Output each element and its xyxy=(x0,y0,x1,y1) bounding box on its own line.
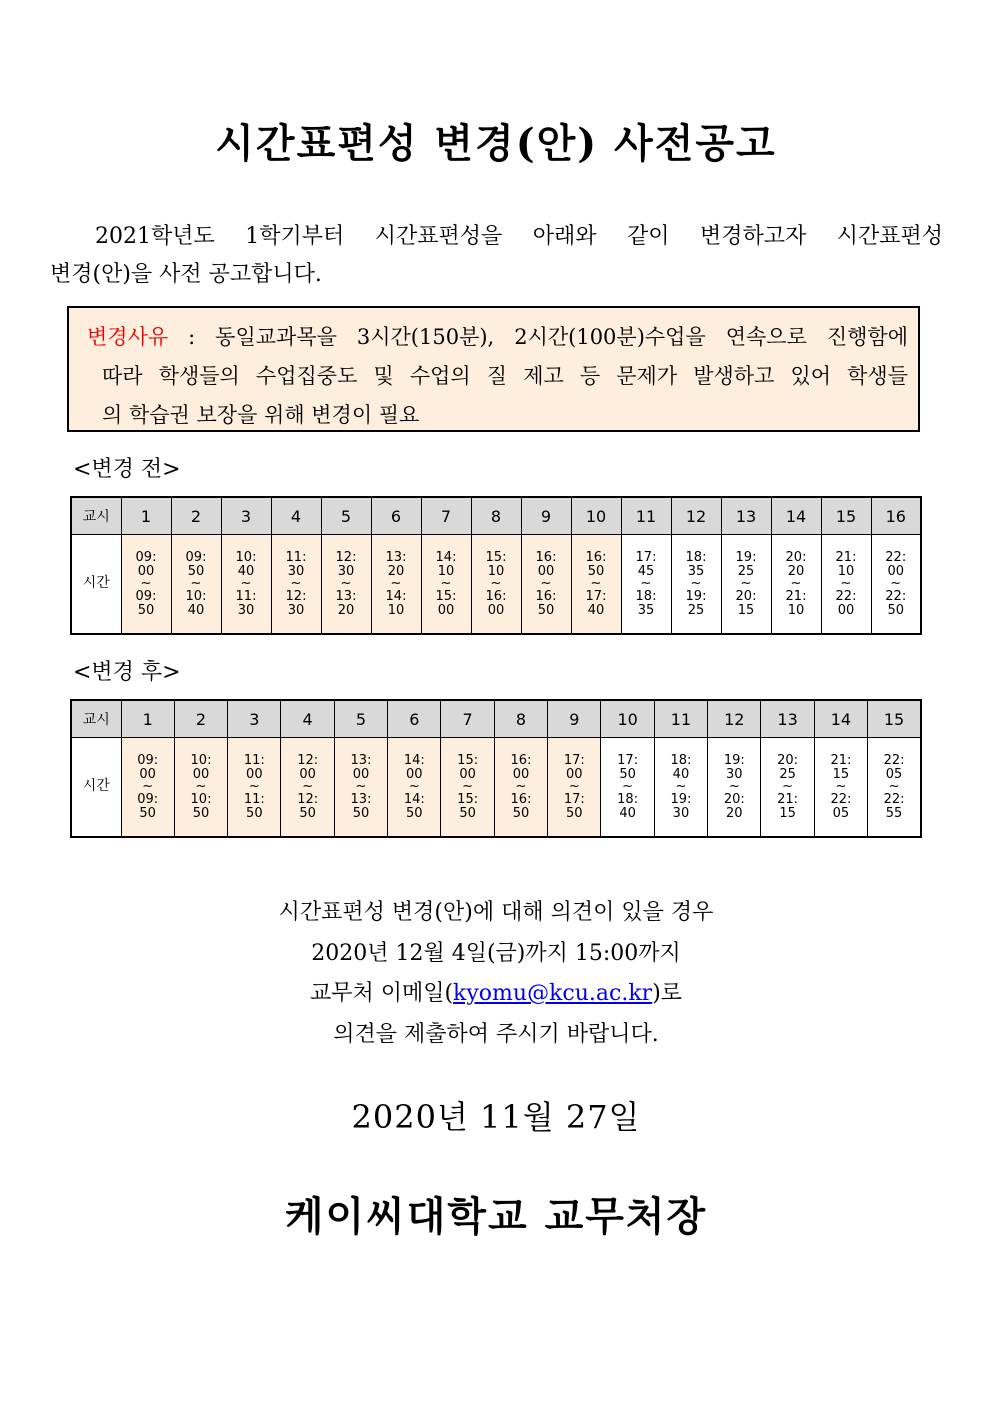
time-end-m: 20 xyxy=(337,602,355,618)
time-tilde: ~ xyxy=(840,576,852,591)
period-time-cell xyxy=(271,535,321,635)
time-tilde: ~ xyxy=(195,779,207,794)
time-end-h: 11: xyxy=(243,792,265,807)
timetable-header-row xyxy=(71,700,921,738)
time-start-m: 20 xyxy=(787,563,805,579)
period-header: 8 xyxy=(471,497,521,535)
period-time-cell xyxy=(441,738,494,838)
time-tilde: ~ xyxy=(782,779,794,794)
period-header: 15 xyxy=(868,700,921,738)
before-heading: <변경 전> xyxy=(73,457,181,482)
period-header: 5 xyxy=(321,497,371,535)
time-end-h: 20: xyxy=(735,589,757,604)
time-end-h: 16: xyxy=(510,792,532,807)
intro-paragraph xyxy=(50,218,943,294)
time-end-m: 30 xyxy=(672,805,690,821)
time-start-m: 05 xyxy=(885,766,903,782)
period-header: 4 xyxy=(271,497,321,535)
period-header: 16 xyxy=(871,497,921,535)
signer: 케이씨대학교 교무처장 xyxy=(284,1193,708,1240)
reason-label: 변경사유 xyxy=(87,325,169,349)
period-time-cell xyxy=(221,535,271,635)
time-start-h: 17: xyxy=(635,550,657,565)
time-end-m: 10 xyxy=(787,602,805,618)
time-end-m: 50 xyxy=(406,805,423,821)
period-header: 14 xyxy=(771,497,821,535)
period-time-cell xyxy=(601,738,654,838)
time-start-h: 13: xyxy=(350,753,372,768)
time-start-h: 18: xyxy=(685,550,707,565)
time-start-m: 00 xyxy=(192,766,210,782)
time-tilde: ~ xyxy=(142,779,154,794)
time-start-h: 10: xyxy=(235,550,257,565)
period-header: 9 xyxy=(521,497,571,535)
time-end-h: 17: xyxy=(585,589,607,604)
time-start-m: 40 xyxy=(237,563,255,579)
period-header: 11 xyxy=(654,700,707,738)
time-start-h: 16: xyxy=(510,753,532,768)
period-time-cell xyxy=(334,738,387,838)
time-end-h: 09: xyxy=(135,589,157,604)
period-time-cell xyxy=(771,535,821,635)
period-time-cell xyxy=(654,738,707,838)
period-header: 10 xyxy=(601,700,654,738)
period-time-cell xyxy=(621,535,671,635)
time-start-h: 20: xyxy=(777,753,799,768)
time-start-h: 17: xyxy=(563,753,585,768)
period-time-cell xyxy=(388,738,441,838)
time-tilde: ~ xyxy=(690,576,702,591)
time-start-m: 10 xyxy=(487,563,505,579)
time-end-m: 00 xyxy=(437,602,455,618)
time-start-m: 25 xyxy=(737,563,755,579)
time-tilde: ~ xyxy=(590,576,602,591)
time-start-h: 09: xyxy=(185,550,207,565)
time-tilde: ~ xyxy=(890,576,902,591)
time-tilde: ~ xyxy=(835,779,847,794)
intro-line-2: 변경(안)을 사전 공고합니다. xyxy=(50,262,322,287)
time-tilde: ~ xyxy=(888,779,900,794)
timetable-time-row xyxy=(71,535,921,635)
time-tilde: ~ xyxy=(515,779,527,794)
reason-rest xyxy=(87,357,908,435)
period-time-cell xyxy=(171,535,221,635)
time-start-h: 12: xyxy=(297,753,319,768)
time-end-h: 18: xyxy=(635,589,657,604)
time-tilde: ~ xyxy=(640,576,652,591)
time-end-h: 15: xyxy=(435,589,457,604)
time-start-h: 19: xyxy=(735,550,757,565)
time-tilde: ~ xyxy=(728,779,740,794)
time-start-h: 17: xyxy=(617,753,639,768)
time-end-h: 12: xyxy=(285,589,307,604)
period-header: 4 xyxy=(281,700,334,738)
time-start-m: 00 xyxy=(459,766,476,782)
time-tilde: ~ xyxy=(302,779,314,794)
reason-text-3: 의 학습권 보장을 위해 변경이 필요 xyxy=(102,403,420,427)
period-time-cell xyxy=(708,738,761,838)
period-time-cell xyxy=(671,535,721,635)
time-start-m: 40 xyxy=(672,766,690,782)
period-time-cell xyxy=(521,535,571,635)
time-start-h: 09: xyxy=(137,753,159,768)
time-start-h: 14: xyxy=(435,550,457,565)
period-header: 12 xyxy=(671,497,721,535)
time-start-m: 10 xyxy=(837,563,855,579)
period-header: 7 xyxy=(421,497,471,535)
time-start-h: 22: xyxy=(885,550,907,565)
period-column-label: 교시 xyxy=(71,700,121,738)
time-tilde: ~ xyxy=(540,576,552,591)
time-start-h: 22: xyxy=(883,753,905,768)
time-tilde: ~ xyxy=(408,779,420,794)
time-start-h: 20: xyxy=(785,550,807,565)
time-end-h: 20: xyxy=(723,792,745,807)
time-start-m: 00 xyxy=(352,766,370,782)
time-start-h: 13: xyxy=(385,550,407,565)
period-time-cell xyxy=(121,738,174,838)
time-start-h: 21: xyxy=(830,753,852,768)
closing-line-4: 의견을 제출하여 주시기 바랍니다. xyxy=(333,1021,659,1047)
time-end-m: 00 xyxy=(837,602,855,618)
time-tilde: ~ xyxy=(355,779,367,794)
time-end-h: 17: xyxy=(563,792,585,807)
reason-text-1: : 동일교과목을 3시간(150분), 2시간(100분)수업을 연속으로 진행함에 xyxy=(168,325,908,349)
period-header: 13 xyxy=(721,497,771,535)
time-end-m: 50 xyxy=(459,805,476,821)
time-end-h: 11: xyxy=(235,589,257,604)
notice-date: 2020년 11월 27일 xyxy=(351,1098,641,1136)
period-time-cell xyxy=(571,535,621,635)
email-link[interactable]: kyomu@kcu.ac.kr xyxy=(453,981,653,1006)
time-tilde: ~ xyxy=(462,779,474,794)
time-end-h: 21: xyxy=(777,792,799,807)
time-end-m: 00 xyxy=(487,602,505,618)
time-start-m: 00 xyxy=(406,766,423,782)
time-end-h: 14: xyxy=(385,589,407,604)
time-start-m: 50 xyxy=(587,563,605,579)
period-time-cell xyxy=(174,738,227,838)
time-row-label: 시간 xyxy=(71,738,121,838)
time-start-m: 15 xyxy=(832,766,850,782)
time-start-m: 50 xyxy=(187,563,205,579)
time-tilde: ~ xyxy=(675,779,687,794)
time-end-m: 50 xyxy=(137,602,155,618)
time-tilde: ~ xyxy=(740,576,752,591)
time-end-m: 25 xyxy=(687,602,705,618)
period-time-cell xyxy=(871,535,921,635)
time-end-m: 40 xyxy=(587,602,605,618)
time-start-h: 15: xyxy=(457,753,479,768)
time-end-m: 50 xyxy=(192,805,210,821)
period-column-label: 교시 xyxy=(71,497,121,535)
period-time-cell xyxy=(721,535,771,635)
intro-line-1: 2021학년도 1학기부터 시간표편성을 아래와 같이 변경하고자 시간표편성 xyxy=(95,224,943,249)
time-start-m: 35 xyxy=(687,563,705,579)
period-time-cell xyxy=(814,738,867,838)
page-title: 시간표편성 변경(안) 사전공고 xyxy=(215,120,777,167)
time-end-m: 35 xyxy=(637,602,655,618)
time-end-h: 12: xyxy=(297,792,319,807)
period-header: 9 xyxy=(548,700,601,738)
time-end-m: 20 xyxy=(726,805,743,821)
reason-text-2: 따라 학생들의 수업집중도 및 수업의 질 제고 등 문제가 발생하고 있어 학생들 xyxy=(102,364,908,388)
time-start-m: 00 xyxy=(139,766,156,782)
time-start-h: 18: xyxy=(670,753,692,768)
period-header: 5 xyxy=(334,700,387,738)
period-header: 10 xyxy=(571,497,621,535)
time-end-h: 22: xyxy=(883,792,905,807)
time-start-m: 00 xyxy=(566,766,583,782)
period-time-cell xyxy=(548,738,601,838)
time-end-h: 18: xyxy=(617,792,639,807)
timetable-header-row xyxy=(71,497,921,535)
time-end-h: 13: xyxy=(350,792,372,807)
timetable-time-row xyxy=(71,738,921,838)
time-end-h: 15: xyxy=(457,792,479,807)
time-end-h: 19: xyxy=(685,589,707,604)
time-end-h: 13: xyxy=(335,589,357,604)
period-header: 15 xyxy=(821,497,871,535)
period-time-cell xyxy=(228,738,281,838)
time-tilde: ~ xyxy=(490,576,502,591)
time-start-h: 11: xyxy=(243,753,265,768)
time-start-h: 11: xyxy=(285,550,307,565)
time-start-h: 09: xyxy=(135,550,157,565)
period-header: 1 xyxy=(121,700,174,738)
closing-line-2: 2020년 12월 4일(금)까지 15:00까지 xyxy=(311,940,681,966)
time-end-h: 14: xyxy=(403,792,425,807)
time-end-h: 10: xyxy=(190,792,212,807)
period-header: 7 xyxy=(441,700,494,738)
time-end-m: 10 xyxy=(387,602,405,618)
time-end-h: 22: xyxy=(885,589,907,604)
time-tilde: ~ xyxy=(440,576,452,591)
period-header: 8 xyxy=(494,700,547,738)
period-time-cell xyxy=(281,738,334,838)
time-start-m: 00 xyxy=(299,766,316,782)
period-time-cell xyxy=(494,738,547,838)
time-start-m: 50 xyxy=(619,766,636,782)
before-timetable xyxy=(70,496,922,635)
period-header: 13 xyxy=(761,700,814,738)
time-tilde: ~ xyxy=(340,576,352,591)
time-tilde: ~ xyxy=(248,779,260,794)
period-time-cell xyxy=(761,738,814,838)
period-header: 1 xyxy=(121,497,171,535)
email-prefix: 교무처 이메일( xyxy=(309,981,454,1006)
period-header: 11 xyxy=(621,497,671,535)
time-end-m: 15 xyxy=(779,805,796,821)
time-end-m: 30 xyxy=(287,602,305,618)
time-end-m: 30 xyxy=(237,602,255,618)
time-tilde: ~ xyxy=(240,576,252,591)
time-tilde: ~ xyxy=(622,779,634,794)
period-time-cell xyxy=(121,535,171,635)
time-end-h: 21: xyxy=(785,589,807,604)
time-start-m: 45 xyxy=(637,563,655,579)
closing-notice xyxy=(0,893,992,1055)
after-heading: <변경 후> xyxy=(73,660,181,685)
time-end-h: 10: xyxy=(185,589,207,604)
time-start-h: 16: xyxy=(585,550,607,565)
period-header: 6 xyxy=(388,700,441,738)
time-end-h: 22: xyxy=(835,589,857,604)
time-row-label: 시간 xyxy=(71,535,121,635)
time-start-h: 19: xyxy=(723,753,745,768)
time-start-h: 12: xyxy=(335,550,357,565)
time-end-m: 15 xyxy=(737,602,755,618)
time-tilde: ~ xyxy=(290,576,302,591)
time-tilde: ~ xyxy=(568,779,580,794)
after-timetable xyxy=(70,699,922,838)
time-end-h: 22: xyxy=(830,792,852,807)
period-header: 6 xyxy=(371,497,421,535)
time-end-m: 05 xyxy=(832,805,850,821)
period-time-cell xyxy=(321,535,371,635)
email-suffix: )로 xyxy=(652,981,683,1006)
time-start-m: 00 xyxy=(512,766,530,782)
time-start-m: 00 xyxy=(537,563,555,579)
time-end-m: 55 xyxy=(885,805,903,821)
period-time-cell xyxy=(471,535,521,635)
time-end-h: 16: xyxy=(535,589,557,604)
time-end-m: 50 xyxy=(566,805,583,821)
time-tilde: ~ xyxy=(190,576,202,591)
time-start-m: 00 xyxy=(137,563,155,579)
time-start-m: 25 xyxy=(779,766,796,782)
time-end-m: 40 xyxy=(619,805,636,821)
period-time-cell xyxy=(821,535,871,635)
period-header: 14 xyxy=(814,700,867,738)
time-tilde: ~ xyxy=(140,576,152,591)
time-tilde: ~ xyxy=(390,576,402,591)
time-start-m: 30 xyxy=(337,563,355,579)
time-end-m: 50 xyxy=(512,805,530,821)
change-reason-box xyxy=(67,306,920,432)
time-end-m: 50 xyxy=(537,602,555,618)
time-end-m: 50 xyxy=(139,805,156,821)
period-header: 3 xyxy=(221,497,271,535)
reason-line-1 xyxy=(87,318,908,357)
period-time-cell xyxy=(868,738,921,838)
time-start-h: 14: xyxy=(403,753,425,768)
time-start-m: 10 xyxy=(437,563,455,579)
time-start-h: 10: xyxy=(190,753,212,768)
period-time-cell xyxy=(371,535,421,635)
time-end-h: 09: xyxy=(137,792,159,807)
time-start-m: 30 xyxy=(726,766,743,782)
time-end-m: 50 xyxy=(299,805,316,821)
time-end-m: 50 xyxy=(246,805,263,821)
time-start-h: 16: xyxy=(535,550,557,565)
time-start-m: 00 xyxy=(887,563,905,579)
time-start-h: 21: xyxy=(835,550,857,565)
period-header: 2 xyxy=(174,700,227,738)
time-end-m: 40 xyxy=(187,602,205,618)
time-start-m: 30 xyxy=(287,563,305,579)
period-time-cell xyxy=(421,535,471,635)
time-end-h: 16: xyxy=(485,589,507,604)
time-end-h: 19: xyxy=(670,792,692,807)
time-start-m: 00 xyxy=(246,766,263,782)
period-header: 2 xyxy=(171,497,221,535)
closing-line-1: 시간표편성 변경(안)에 대해 의견이 있을 경우 xyxy=(278,900,714,925)
time-end-m: 50 xyxy=(887,602,905,618)
time-end-m: 50 xyxy=(352,805,370,821)
time-start-h: 15: xyxy=(485,550,507,565)
period-header: 3 xyxy=(228,700,281,738)
closing-line-3 xyxy=(0,974,992,1015)
period-header: 12 xyxy=(708,700,761,738)
time-tilde: ~ xyxy=(790,576,802,591)
time-start-m: 20 xyxy=(387,563,405,579)
